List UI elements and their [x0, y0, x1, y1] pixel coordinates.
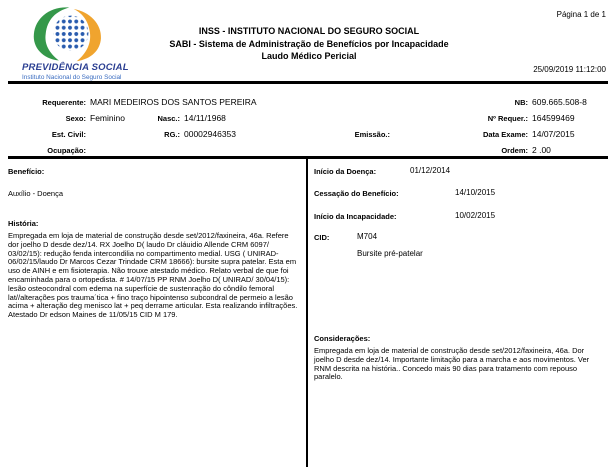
beneficio-label: Benefício:	[8, 167, 45, 176]
previdencia-logo-icon	[28, 6, 112, 62]
document-title-block	[120, 25, 498, 63]
inicio-incapacidade-value: 10/02/2015	[455, 211, 496, 220]
header-divider	[8, 81, 608, 84]
data-exame-label: Data Exame:	[482, 130, 528, 139]
logo-subtitle-text: Instituto Nacional do Seguro Social	[22, 74, 122, 81]
historia-label: História:	[8, 219, 39, 228]
consideracoes-text: Empregada em loja de material de construção desde set/2012/faxineira, 46a. Dor joelho D desde dez/14. Importante limitação para a marcha e aos movimentos. Ver RNM descrita na história.. Concedo mais 90 dias para tratamento com repouso paralelo.	[314, 346, 590, 382]
section-divider	[8, 156, 608, 159]
numero-requerimento-label: Nº Requer.:	[487, 114, 528, 123]
nascimento-value: 14/11/1968	[184, 113, 226, 123]
rg-label: RG.:	[164, 130, 180, 139]
emissao-label: Emissão.:	[354, 130, 390, 139]
requerente-value: MARI MEDEIROS DOS SANTOS PEREIRA	[90, 97, 257, 107]
numero-requerimento-value: 164599469	[532, 113, 575, 123]
print-datetime: 25/09/2019 11:12:00	[533, 65, 606, 74]
title-line-1: INSS - INSTITUTO NACIONAL DO SEGURO SOCIAL	[198, 26, 420, 36]
estado-civil-label: Est. Civil:	[51, 130, 86, 139]
consideracoes-label: Considerações:	[314, 334, 371, 343]
logo-brand-text: PREVIDÊNCIA SOCIAL	[22, 62, 129, 73]
nb-label: NB:	[514, 98, 528, 107]
beneficio-value: Auxílio - Doença	[8, 189, 64, 198]
sexo-value: Feminino	[90, 113, 125, 123]
title-line-2: SABI - Sistema de Administração de Benefícios por Incapacidade	[169, 38, 449, 49]
cessacao-beneficio-label: Cessação do Benefício:	[314, 189, 399, 198]
nascimento-label: Nasc.:	[157, 114, 180, 123]
title-line-3: Laudo Médico Pericial	[261, 51, 357, 61]
data-exame-value: 14/07/2015	[532, 129, 575, 139]
inicio-doenca-label: Início da Doença:	[314, 167, 377, 176]
ocupacao-label: Ocupação:	[47, 146, 86, 155]
cessacao-beneficio-value: 14/10/2015	[455, 188, 496, 197]
inicio-doenca-value: 01/12/2014	[410, 166, 451, 175]
historia-text: Empregada em loja de material de construção desde set/2012/faxineira, 46a. Refere dor joelho D desde dez/14. RX Joelho D( laudo Dr cláuidio Allende CRM 6097/ 03/02/15): redução fenda intercondilia no compartimento medial. USG ( UNIRAD- 06/02/15/laudo Dr Marcos Cezar Trindade CRM 18666): bursite supra patelar. Esta em uso de AINH e em fisioterapia. Não trouxe atestado médico. Relato verbal de que foi encaminhada para o ortopedista. # 14/07/15 PP RNM Joelho D( UNIRAD/ 30/04/15): lesão osteocondral com edema na superfície de sustenração do côndilo femoral lat//alterações pos trauma´tica + fino traço hipointenso subcondral de permeio a lesão acima + alteração deg menisco lat + peq derrame articular. Esta realizando infiltrações. Atestado Dr edson Maines de 11/05/15 CID M 179.	[8, 231, 298, 320]
nb-value: 609.665.508-8	[532, 97, 587, 107]
cid-label: CID:	[314, 233, 330, 242]
page-indicator: Página 1 de 1	[556, 10, 606, 19]
cid-value: M704	[357, 232, 378, 241]
inicio-incapacidade-label: Início da Incapacidade:	[314, 212, 397, 221]
sexo-label: Sexo:	[65, 114, 86, 123]
cid-descricao: Bursite pré-patelar	[357, 249, 423, 258]
ordem-value: 2 .00	[532, 145, 551, 155]
ordem-label: Ordem:	[501, 146, 528, 155]
column-divider	[306, 159, 308, 467]
requerente-label: Requerente:	[42, 98, 86, 107]
rg-value: 00002946353	[184, 129, 237, 139]
